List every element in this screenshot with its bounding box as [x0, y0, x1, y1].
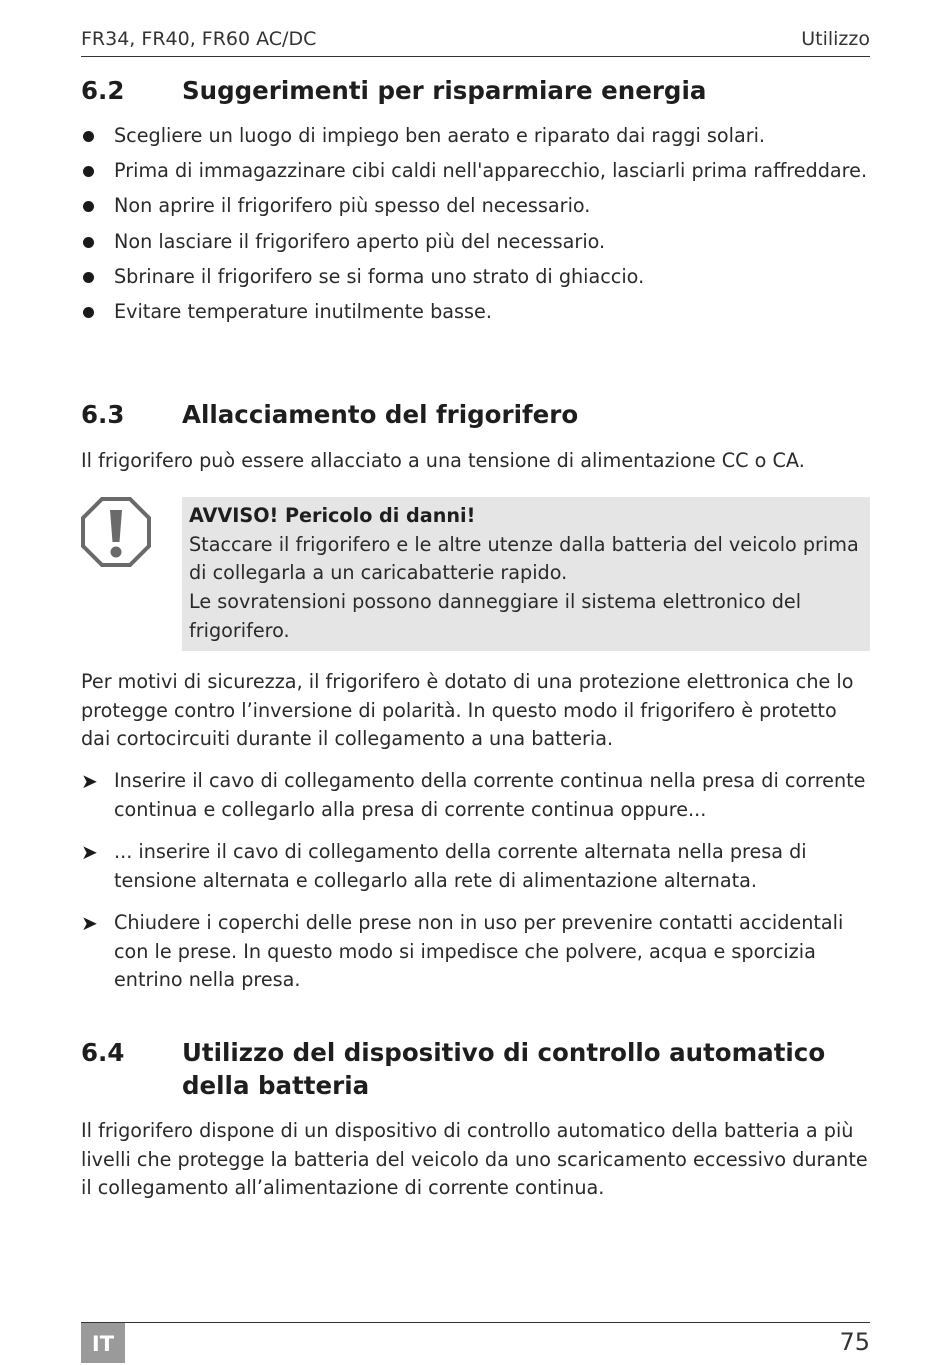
language-badge: IT [81, 1323, 125, 1363]
warning-notice [182, 497, 870, 651]
connection-steps-list [81, 767, 870, 1008]
bullet-icon [83, 131, 94, 142]
list-item-text: Sbrinare il frigorifero se si forma uno strato di ghiaccio. [114, 264, 645, 288]
battery-monitor-paragraph: Il frigorifero dispone di un dispositivo di controllo automatico della batteria a più livelli che protegge la batteria del veicolo da uno scaricamento eccessivo durante il collegamento all’alimentazione di corrente continua. [81, 1119, 868, 1200]
list-item [81, 228, 870, 257]
warning-text: Staccare il frigorifero e le altre utenze dalla batteria del veicolo prima di collegarla a un caricabatterie rapido. [189, 532, 859, 585]
step-item [81, 909, 870, 995]
bullet-icon [83, 237, 94, 248]
section-title: Allacciamento del frigorifero [182, 400, 579, 429]
step-item [81, 767, 870, 824]
list-item [81, 122, 870, 151]
arrow-right-icon: ➤ [81, 839, 98, 864]
list-item [81, 263, 870, 292]
list-item [81, 298, 870, 327]
energy-tips-list [81, 122, 870, 333]
list-item [81, 157, 870, 186]
list-item-text: Non aprire il frigorifero più spesso del necessario. [114, 194, 591, 218]
bullet-icon [83, 201, 94, 212]
arrow-right-icon: ➤ [81, 910, 98, 935]
step-item [81, 838, 870, 895]
step-text: ... inserire il cavo di collegamento della corrente alternata nella presa di tensione alternata e collegarlo alla rete di alimentazione alternata. [114, 839, 807, 892]
polarity-paragraph: Per motivi di sicurezza, il frigorifero è dotato di una protezione elettronica che lo protegge contro l’inversione di polarità. In questo modo il frigorifero è protetto dai cortocircuiti durante il collegamento a una batteria. [81, 670, 854, 751]
warning-title: AVVISO! Pericolo di danni! [189, 504, 476, 527]
list-item-text: Non lasciare il frigorifero aperto più del necessario. [114, 229, 606, 253]
connection-intro: Il frigorifero può essere allacciato a una tensione di alimentazione CC o CA. [81, 449, 805, 472]
section-title: Suggerimenti per risparmiare energia [182, 76, 707, 105]
step-text: Inserire il cavo di collegamento della corrente continua nella presa di corrente continua e collegarlo alla presa di corrente continua oppure... [114, 769, 866, 821]
list-item-text: Prima di immagazzinare cibi caldi nell'apparecchio, lasciarli prima raffreddare. [114, 159, 868, 183]
arrow-right-icon: ➤ [81, 769, 98, 793]
footer-rule [81, 1322, 870, 1323]
bullet-icon [83, 307, 94, 318]
section-number: 6.2 [81, 76, 125, 105]
section-number: 6.4 [81, 1038, 125, 1067]
list-item [81, 192, 870, 221]
exclamation-octagon-icon [81, 497, 151, 567]
bullet-icon [83, 166, 94, 177]
warning-text: Le sovratensioni possono danneggiare il sistema elettronico del frigorifero. [189, 590, 802, 642]
header-model: FR34, FR40, FR60 AC/DC [81, 28, 317, 50]
section-number: 6.3 [81, 400, 125, 429]
page-number: 75 [839, 1328, 870, 1356]
step-text: Chiudere i coperchi delle prese non in uso per prevenire contatti accidentali con le prese. In questo modo si impedisce che polvere, acqua e sporcizia entrino nella presa. [114, 910, 844, 992]
header-chapter: Utilizzo [801, 28, 870, 50]
section-title: Utilizzo del dispositivo di controllo automatico della batteria [182, 1038, 826, 1100]
bullet-icon [83, 272, 94, 283]
list-item-text: Evitare temperature inutilmente basse. [114, 300, 492, 324]
list-item-text: Scegliere un luogo di impiego ben aerato e riparato dai raggi solari. [114, 124, 766, 147]
page-header [81, 28, 870, 57]
